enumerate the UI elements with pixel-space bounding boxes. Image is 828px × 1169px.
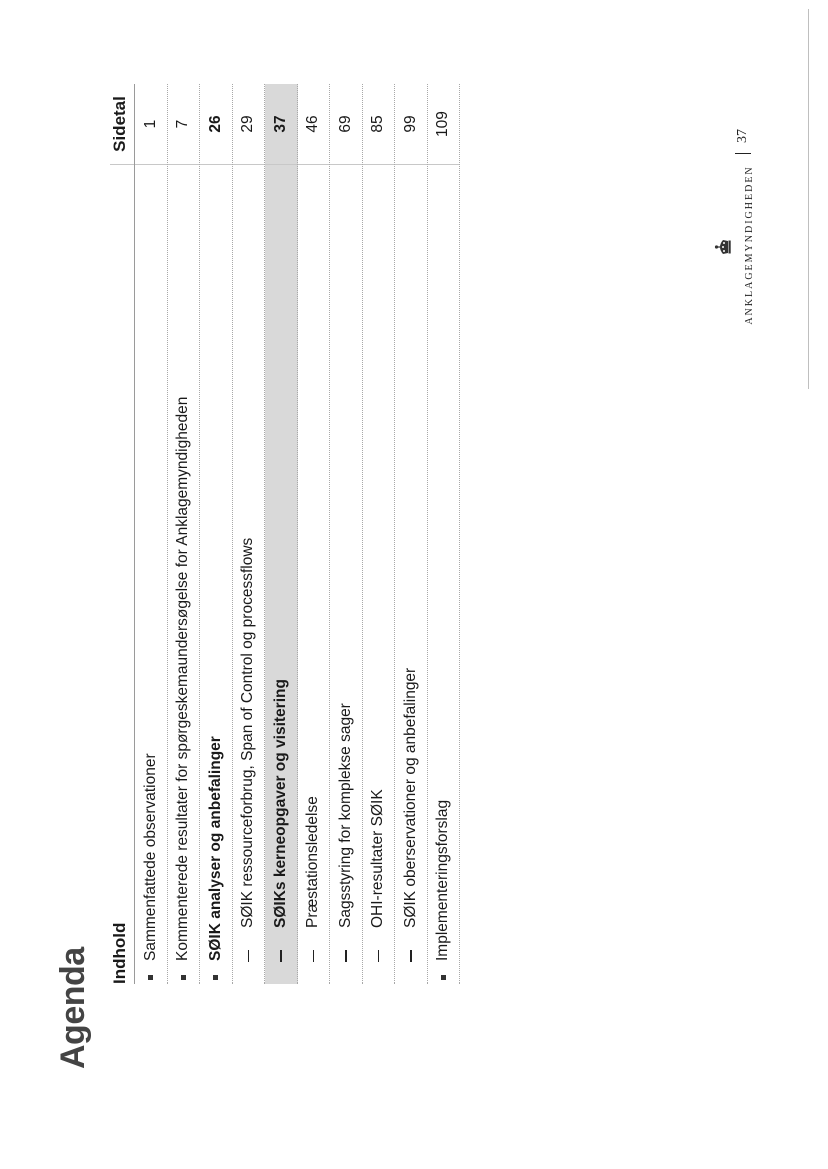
- page-number-block: [735, 129, 751, 154]
- bullet-icon: [148, 975, 153, 980]
- agenda-item-page: 29: [233, 84, 265, 165]
- agenda-item-label: Præstationsledelse: [304, 796, 322, 928]
- agenda-row: [395, 84, 428, 984]
- agenda-item-label: SØIK oberservationer og anbefalinger: [401, 667, 419, 928]
- bullet-icon: [213, 975, 218, 980]
- bullet-icon: [181, 975, 186, 980]
- agenda-row-current: [265, 84, 298, 984]
- page-separator: [735, 153, 751, 154]
- page-title: Agenda: [54, 947, 92, 1069]
- agenda-header: [102, 84, 135, 984]
- agenda-row: [298, 84, 331, 984]
- crown-icon: [714, 237, 732, 257]
- agenda-item-page: 85: [363, 84, 395, 165]
- agenda-item-page: 37: [265, 84, 297, 165]
- agenda-item-page: 7: [168, 84, 200, 165]
- dash-icon: [313, 950, 315, 962]
- agenda-item-label: Sagsstyring for komplekse sager: [336, 703, 354, 928]
- agenda-item-label: Implementeringsforslag: [434, 799, 452, 961]
- bullet-icon: [441, 975, 446, 980]
- agenda-item-page: 46: [298, 84, 330, 165]
- agenda-row: [330, 84, 363, 984]
- agenda-table: [102, 84, 460, 984]
- page-number: 37: [735, 129, 751, 143]
- brand-logo: [712, 165, 782, 329]
- dash-icon: [248, 950, 250, 962]
- dash-icon: [378, 950, 380, 962]
- agenda-item-page: 1: [135, 84, 167, 165]
- agenda-item-page: 109: [428, 84, 460, 165]
- agenda-item-label: Sammenfattede observationer: [141, 753, 159, 961]
- agenda-item-label: SØIK ressourceforbrug, Span of Control og processflows: [239, 537, 257, 928]
- dash-icon: [345, 950, 347, 962]
- agenda-row: [233, 84, 266, 984]
- agenda-item-page: 26: [200, 84, 232, 165]
- footer-divider: [808, 9, 809, 389]
- agenda-item-label: OHI-resultater SØIK: [369, 789, 387, 928]
- agenda-item-label: Kommenterede resultater for spørgeskemaundersøgelse for Anklagemyndigheden: [174, 396, 192, 961]
- agenda-row: [428, 84, 461, 984]
- agenda-item-page: 99: [395, 84, 427, 165]
- agenda-item-page: 69: [330, 84, 362, 165]
- agenda-row: [168, 84, 201, 984]
- agenda-item-label: SØIK analyser og anbefalinger: [206, 736, 224, 961]
- dash-icon: [280, 950, 282, 962]
- brand-name: ANKLAGEMYNDIGHEDEN: [744, 165, 755, 325]
- agenda-item-label: SØIKs kerneopgaver og visitering: [271, 679, 289, 928]
- dash-icon: [410, 950, 412, 962]
- agenda-heading-page: Sidetal: [110, 84, 134, 165]
- agenda-heading-contents: Indhold: [110, 922, 129, 984]
- agenda-row: [363, 84, 396, 984]
- agenda-row: [200, 84, 233, 984]
- agenda-row: [135, 84, 168, 984]
